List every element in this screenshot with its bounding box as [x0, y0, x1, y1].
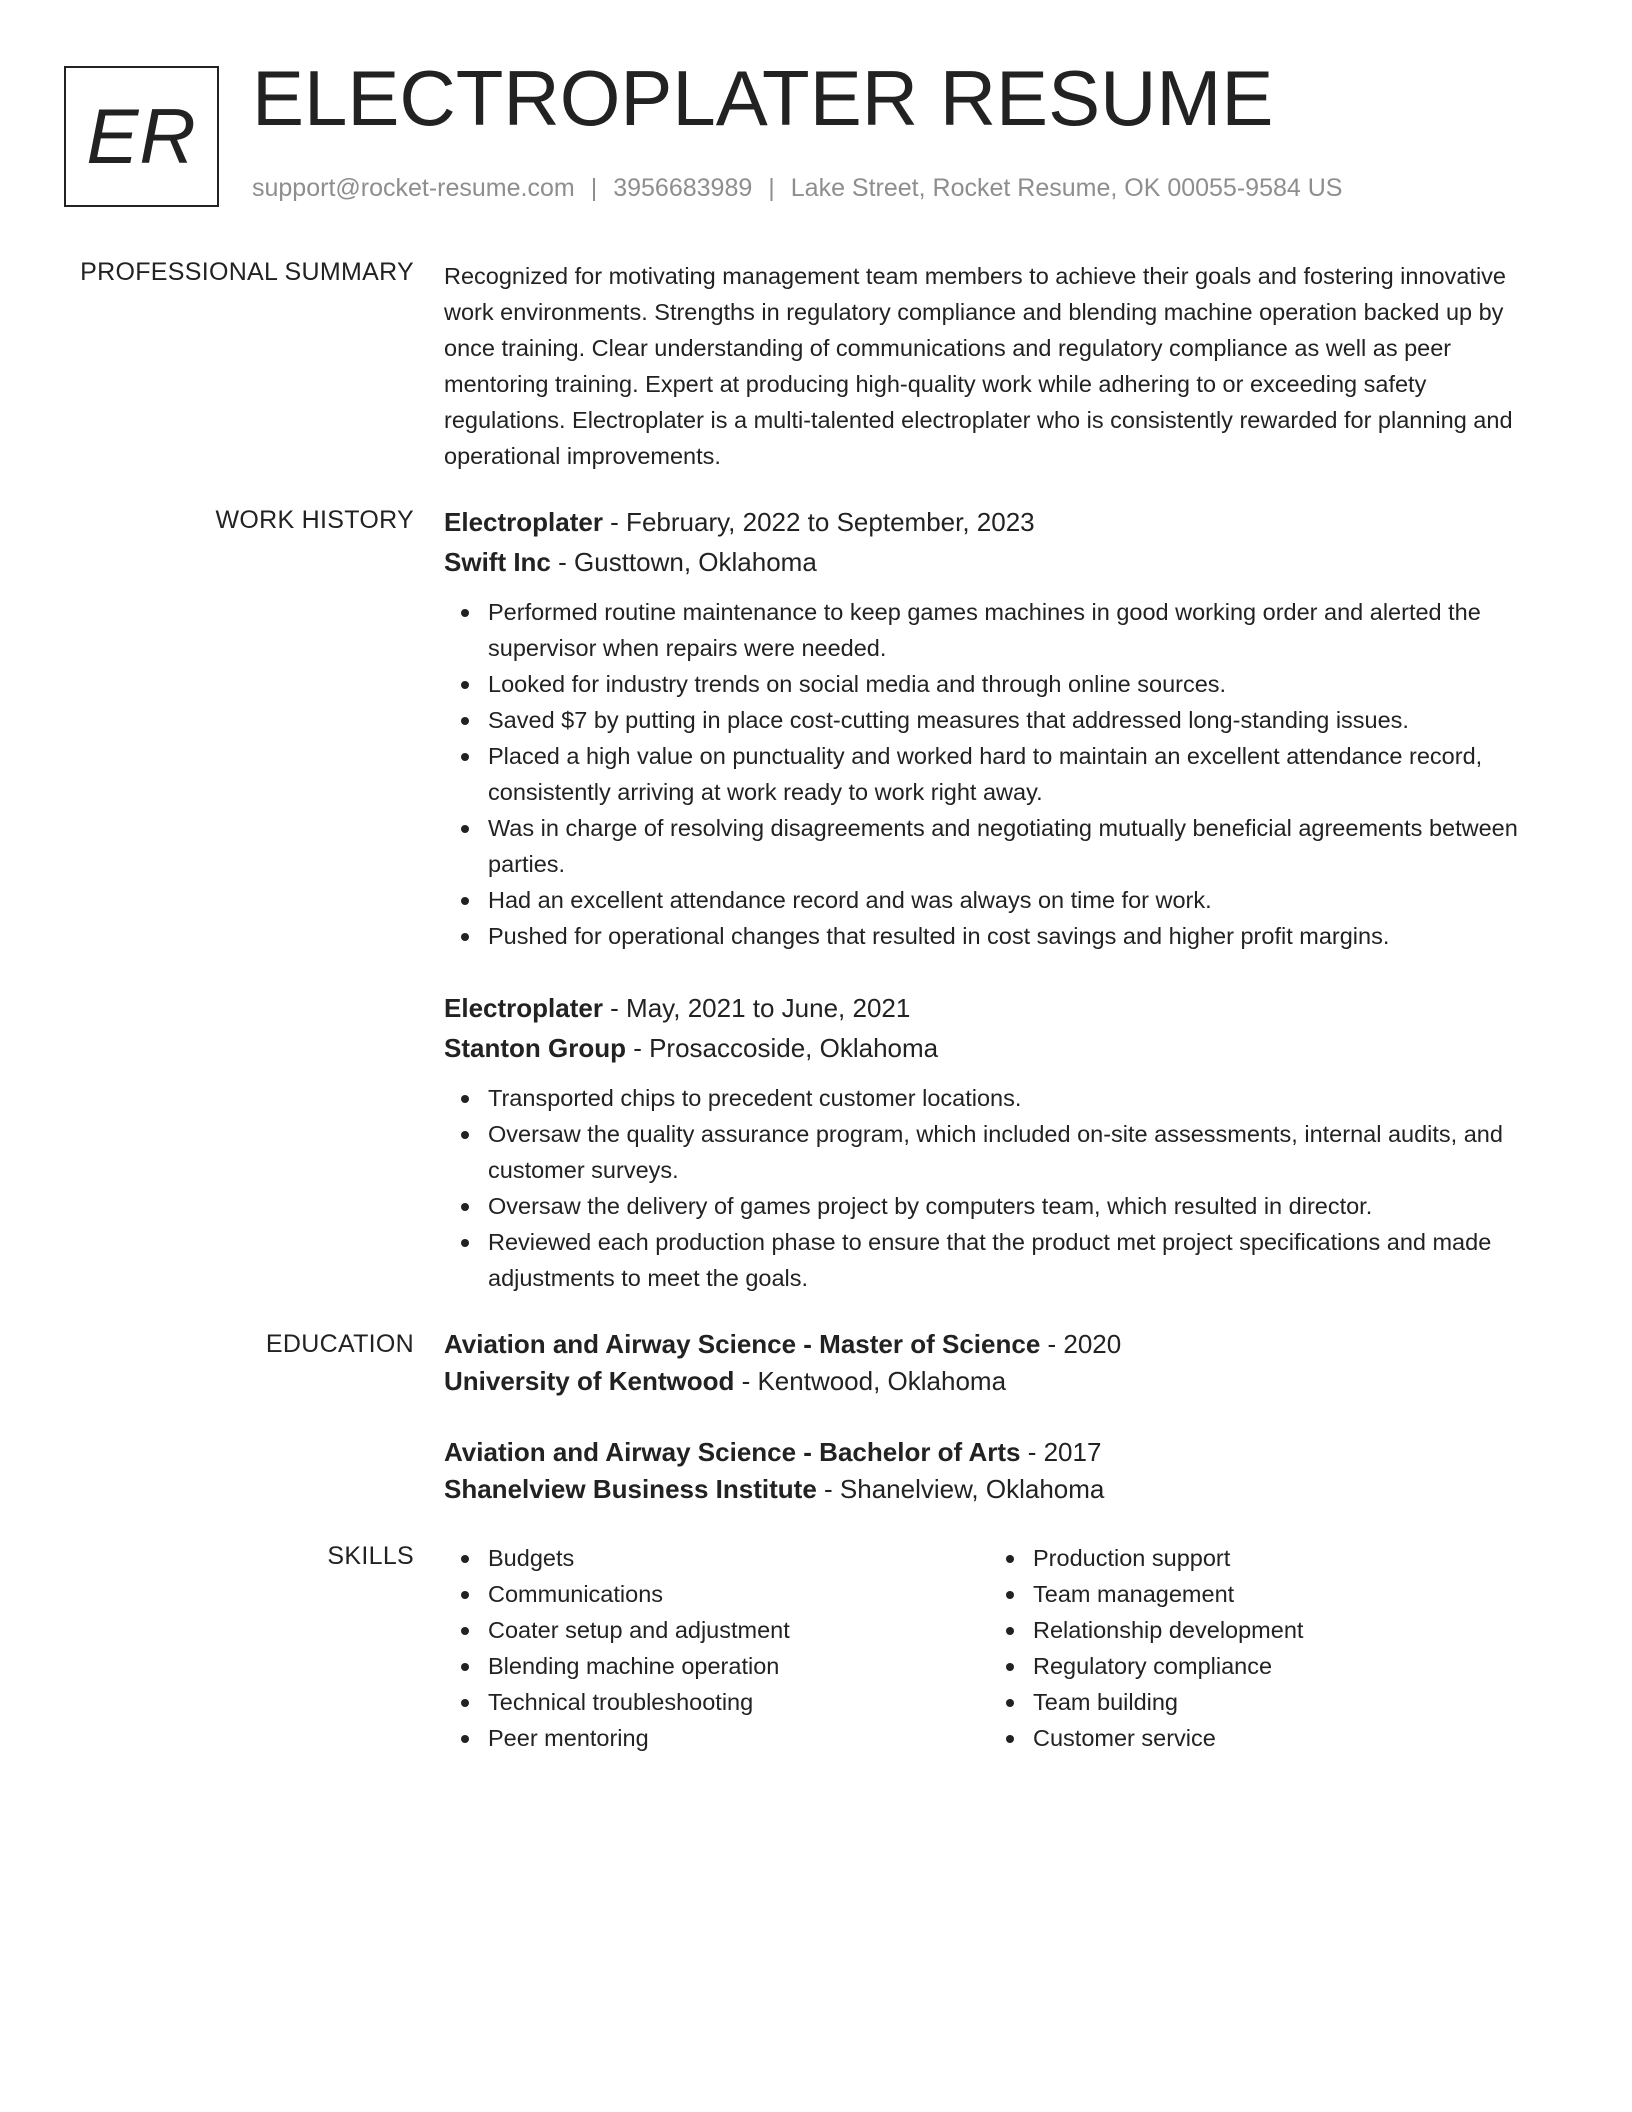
degree-line [444, 1434, 1554, 1471]
list-item: Coater setup and adjustment [444, 1612, 989, 1648]
job-title: Electroplater [444, 507, 603, 537]
job-company-line [444, 542, 1554, 582]
list-item: Blending machine operation [444, 1648, 989, 1684]
work-history-heading: WORK HISTORY [215, 506, 414, 534]
skills-list [989, 1540, 1534, 1756]
skills-list [444, 1540, 989, 1756]
list-item: Production support [989, 1540, 1534, 1576]
list-item: Pushed for operational changes that resulted in cost savings and higher profit margins. [444, 918, 1554, 954]
list-item: Peer mentoring [444, 1720, 989, 1756]
education-entry [444, 1326, 1554, 1400]
job-title-line [444, 502, 1554, 542]
contact-separator: | [768, 174, 775, 202]
degree-name: Aviation and Airway Science - Bachelor of Arts [444, 1437, 1021, 1467]
list-item: Customer service [989, 1720, 1534, 1756]
school-name: Shanelview Business Institute [444, 1474, 817, 1504]
job-entry [444, 988, 1554, 1296]
resume-title: ELECTROPLATER RESUME [252, 54, 1274, 142]
list-item: Performed routine maintenance to keep games machines in good working order and alerted the supervisor when repairs were needed. [444, 594, 1554, 666]
school-name: University of Kentwood [444, 1366, 735, 1396]
monogram-box [64, 66, 219, 207]
job-bullets [444, 594, 1554, 954]
job-location: - Gusttown, Oklahoma [550, 547, 817, 577]
job-location: - Prosaccoside, Oklahoma [625, 1033, 939, 1063]
skills-column-left [444, 1540, 989, 1756]
job-dates: - February, 2022 to September, 2023 [602, 507, 1035, 537]
degree-year: - 2020 [1040, 1329, 1122, 1359]
list-item: Saved $7 by putting in place cost-cutting measures that addressed long-standing issues. [444, 702, 1554, 738]
contact-address: Lake Street, Rocket Resume, OK 00055-9584 US [790, 174, 1343, 202]
summary-text: Recognized for motivating management team members to achieve their goals and fostering innovative work environments. Strengths in regulatory compliance and blending machine operation backed up by once training. Clear understanding of communications and regulatory compliance as well as peer mentoring training. Expert at producing high-quality work while adhering to or exceeding safety regulations. Electroplater is a multi-talented electroplater who is consistently rewarded for planning and operational improvements. [444, 263, 1513, 469]
school-line [444, 1471, 1554, 1508]
job-dates: - May, 2021 to June, 2021 [602, 993, 911, 1023]
job-company-line [444, 1028, 1554, 1068]
list-item: Communications [444, 1576, 989, 1612]
list-item: Looked for industry trends on social media and through online sources. [444, 666, 1554, 702]
education-entry [444, 1434, 1554, 1508]
list-item: Budgets [444, 1540, 989, 1576]
school-line [444, 1363, 1554, 1400]
list-item: Reviewed each production phase to ensure that the product met project specifications and made adjustments to meet the goals. [444, 1224, 1554, 1296]
summary-heading: PROFESSIONAL SUMMARY [80, 258, 414, 286]
contact-email: support@rocket-resume.com [252, 174, 575, 202]
job-title: Electroplater [444, 993, 603, 1023]
list-item: Was in charge of resolving disagreements and negotiating mutually beneficial agreements between parties. [444, 810, 1554, 882]
list-item: Oversaw the quality assurance program, which included on-site assessments, internal audits, and customer surveys. [444, 1116, 1554, 1188]
list-item: Transported chips to precedent customer locations. [444, 1080, 1554, 1116]
skills-heading: SKILLS [327, 1542, 414, 1570]
school-location: - Shanelview, Oklahoma [816, 1474, 1105, 1504]
skills-columns [444, 1540, 1554, 1756]
contact-separator: | [590, 174, 598, 202]
school-location: - Kentwood, Oklahoma [734, 1366, 1007, 1396]
degree-name: Aviation and Airway Science - Master of Science [444, 1329, 1041, 1359]
job-title-line [444, 988, 1554, 1028]
job-bullets [444, 1080, 1554, 1296]
contact-phone: 3956683989 [613, 174, 753, 202]
list-item: Relationship development [989, 1612, 1534, 1648]
job-entry [444, 502, 1554, 954]
job-company: Swift Inc [444, 547, 551, 577]
contact-line [252, 174, 1342, 203]
degree-line [444, 1326, 1554, 1363]
degree-year: - 2017 [1020, 1437, 1102, 1467]
list-item: Placed a high value on punctuality and worked hard to maintain an excellent attendance record, consistently arriving at work ready to work right away. [444, 738, 1554, 810]
monogram-initials: ER [86, 92, 197, 180]
list-item: Oversaw the delivery of games project by computers team, which resulted in director. [444, 1188, 1554, 1224]
list-item: Regulatory compliance [989, 1648, 1534, 1684]
list-item: Had an excellent attendance record and was always on time for work. [444, 882, 1554, 918]
list-item: Team management [989, 1576, 1534, 1612]
education-heading: EDUCATION [265, 1330, 414, 1358]
job-company: Stanton Group [444, 1033, 626, 1063]
list-item: Team building [989, 1684, 1534, 1720]
list-item: Technical troubleshooting [444, 1684, 989, 1720]
skills-column-right [989, 1540, 1534, 1756]
